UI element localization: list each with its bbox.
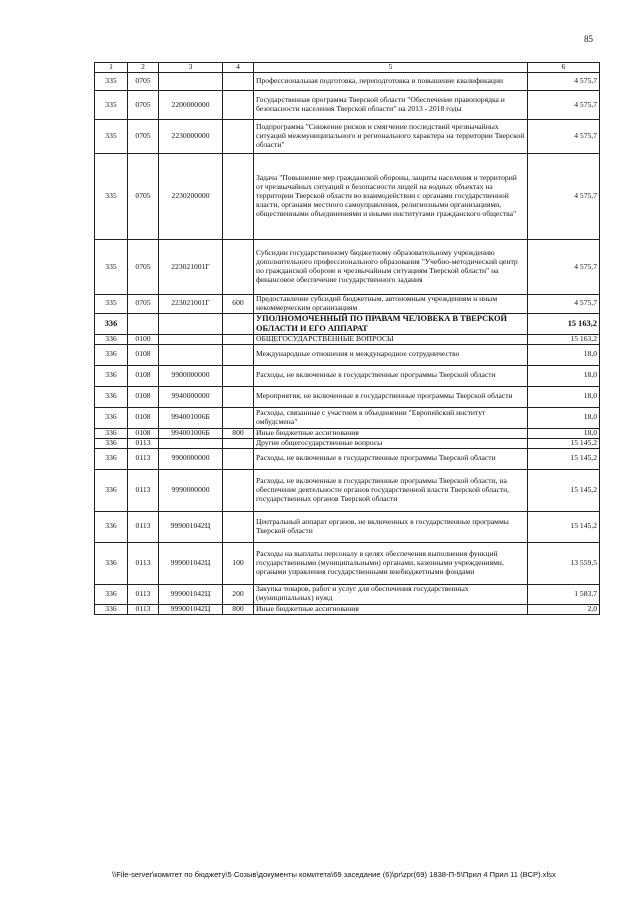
row-expense-type: 800 [223,428,254,438]
row-expense-type [223,469,254,511]
row-expense-type [223,511,254,542]
row-description: Международные отношения и международное сотрудничество [254,344,528,365]
table-row [95,542,600,584]
row-expense-type [223,154,254,240]
row-ministry-code: 336 [95,365,128,386]
table-row [95,365,600,386]
row-description: Мероприятия, не включенные в государственные программы Тверской области [254,386,528,407]
row-target-code [159,438,223,448]
row-description: Расходы, не включенные в государственные программы Тверской области [254,448,528,469]
table-row [95,120,600,154]
row-expense-type [223,313,254,334]
row-expense-type [223,407,254,428]
row-amount: 13 559,5 [528,542,600,584]
row-target-code: 999001042Ц [159,604,223,614]
table-header-row [95,63,600,73]
row-section-code: 0705 [128,295,159,314]
row-ministry-code: 335 [95,295,128,314]
row-ministry-code: 336 [95,428,128,438]
row-target-code: 994001006Б [159,407,223,428]
row-section-code: 0705 [128,240,159,295]
table-row [95,604,600,614]
row-target-code: 9900000000 [159,365,223,386]
row-target-code: 2200000000 [159,91,223,120]
row-ministry-code: 336 [95,313,128,334]
table-row [95,511,600,542]
row-ministry-code: 335 [95,120,128,154]
row-expense-type: 100 [223,542,254,584]
row-section-code: 0108 [128,428,159,438]
row-section-code: 0705 [128,120,159,154]
row-expense-type [223,240,254,295]
row-amount: 4 575,7 [528,154,600,240]
row-expense-type [223,448,254,469]
row-expense-type [223,73,254,91]
row-ministry-code: 336 [95,438,128,448]
row-ministry-code: 336 [95,407,128,428]
row-ministry-code: 335 [95,240,128,295]
row-section-code: 0113 [128,438,159,448]
row-target-code: 9900000000 [159,448,223,469]
row-ministry-code: 336 [95,469,128,511]
table-row [95,295,600,314]
row-amount: 2,0 [528,604,600,614]
row-amount: 4 575,7 [528,91,600,120]
row-amount: 1 583,7 [528,584,600,604]
row-expense-type [223,344,254,365]
row-expense-type [223,438,254,448]
row-description: Расходы, не включенные в государственные программы Тверской области, на обеспечение деятельности органов государственной власти Тверской области, государственных органов Тверской области [254,469,528,511]
row-section-code [128,313,159,334]
row-section-code: 0705 [128,91,159,120]
column-header: 1 [95,63,128,73]
row-amount: 15 163,2 [528,313,600,334]
file-path-footer: \\File-server\комитет по бюджету\5 Созыв\документы комитета\69 заседание (6)\pr\zpr(69) 1838-П-5\Прил 4 Прил 11 (ВСР).xlsx [112,870,556,879]
row-ministry-code: 336 [95,448,128,469]
row-ministry-code: 336 [95,334,128,344]
row-section-code: 0705 [128,154,159,240]
row-description: Подпрограмма "Снижение рисков и смягчение последствий чрезвычайных ситуаций межмуниципального и регионального характера на территории Тверской области" [254,120,528,154]
row-target-code: 999001042Ц [159,542,223,584]
row-ministry-code: 335 [95,73,128,91]
table-row [95,469,600,511]
row-description: Закупка товаров, работ и услуг для обеспечения государственных (муниципальных) нужд [254,584,528,604]
row-section-code: 0113 [128,511,159,542]
table-row [95,386,600,407]
row-section-code: 0108 [128,407,159,428]
column-header: 4 [223,63,254,73]
row-ministry-code: 336 [95,511,128,542]
row-expense-type: 800 [223,604,254,614]
row-amount: 15 145,2 [528,438,600,448]
row-description: Субсидии государственному бюджетному образовательному учреждению дополнительного профессионального образования "Учебно-методический центр по гражданской обороне и чрезвычайным ситуациям Тверской области" на финансовое обеспечение государственного задания [254,240,528,295]
row-amount: 15 145,2 [528,511,600,542]
row-amount: 4 575,7 [528,73,600,91]
table-row [95,73,600,91]
row-section-code: 0705 [128,73,159,91]
row-description: Расходы, связанные с участием в объединении "Европейский институт омбудсмена" [254,407,528,428]
row-description: Расходы на выплаты персоналу в целях обеспечения выполнения функций государственными (муниципальными) органами, казенными учреждениями, органами управления государственными внебюджетными фондами [254,542,528,584]
row-target-code: 9940000000 [159,386,223,407]
row-section-code: 0113 [128,604,159,614]
row-target-code: 9990000000 [159,469,223,511]
row-section-code: 0100 [128,334,159,344]
row-target-code [159,313,223,334]
table-row [95,428,600,438]
row-target-code [159,73,223,91]
row-section-code: 0113 [128,542,159,584]
table-row [95,313,600,334]
row-section-code: 0113 [128,469,159,511]
row-target-code: 999001042Ц [159,511,223,542]
row-amount: 15 163,2 [528,334,600,344]
row-amount: 18,0 [528,386,600,407]
row-target-code [159,344,223,365]
row-target-code: 2230000000 [159,120,223,154]
row-section-code: 0108 [128,386,159,407]
row-amount: 18,0 [528,344,600,365]
row-section-code: 0108 [128,344,159,365]
row-amount: 4 575,7 [528,295,600,314]
row-description: Центральный аппарат органов, не включенных в государственные программы Тверской области [254,511,528,542]
column-header: 6 [528,63,600,73]
row-amount: 4 575,7 [528,240,600,295]
row-target-code: 2230200000 [159,154,223,240]
row-target-code: 223021001Г [159,295,223,314]
row-expense-type [223,386,254,407]
table-row [95,448,600,469]
row-ministry-code: 336 [95,542,128,584]
column-header: 5 [254,63,528,73]
table-row [95,344,600,365]
row-description: ОБЩЕГОСУДАРСТВЕННЫЕ ВОПРОСЫ [254,334,528,344]
row-amount: 18,0 [528,365,600,386]
row-ministry-code: 335 [95,154,128,240]
row-section-code: 0113 [128,584,159,604]
row-description: Предоставление субсидий бюджетным, автономным учреждениям и иным некоммерческим организациям [254,295,528,314]
column-header: 3 [159,63,223,73]
table-row [95,407,600,428]
row-description: Профессиональная подготовка, переподготовка и повышение квалификации [254,73,528,91]
row-ministry-code: 336 [95,584,128,604]
row-ministry-code: 336 [95,344,128,365]
row-section-code: 0108 [128,365,159,386]
row-description: УПОЛНОМОЧЕННЫЙ ПО ПРАВАМ ЧЕЛОВЕКА В ТВЕРСКОЙ ОБЛАСТИ И ЕГО АППАРАТ [254,313,528,334]
row-description: Иные бюджетные ассигнования [254,428,528,438]
table-row [95,240,600,295]
row-expense-type [223,365,254,386]
row-target-code: 223021001Г [159,240,223,295]
row-description: Государственная программа Тверской области "Обеспечение правопорядка и безопасности населения Тверской области" на 2013 - 2018 годы [254,91,528,120]
row-amount: 18,0 [528,407,600,428]
row-description: Расходы, не включенные в государственные программы Тверской области [254,365,528,386]
row-description: Задача "Повышение мер гражданской обороны, защиты населения и территорий от чрезвычайных ситуаций и безопасности людей на водных объектах на территории Тверской области во взаимодействии с органами государственной власти, органами местного самоуправления, религиозными организациями, общественными объединениями и иными институтами гражданского общества" [254,154,528,240]
table-row [95,91,600,120]
row-amount: 4 575,7 [528,120,600,154]
row-description: Другие общегосударственные вопросы [254,438,528,448]
budget-table [94,62,600,615]
table-row [95,154,600,240]
row-expense-type [223,120,254,154]
row-expense-type [223,91,254,120]
row-expense-type: 600 [223,295,254,314]
row-target-code: 999001042Ц [159,584,223,604]
row-amount: 15 145,2 [528,448,600,469]
row-target-code [159,334,223,344]
row-description: Иные бюджетные ассигнования [254,604,528,614]
row-amount: 15 145,2 [528,469,600,511]
row-amount: 18,0 [528,428,600,438]
row-ministry-code: 336 [95,604,128,614]
row-ministry-code: 336 [95,386,128,407]
table-row [95,584,600,604]
page-number: 85 [584,34,593,44]
column-header: 2 [128,63,159,73]
table-row [95,334,600,344]
row-expense-type: 200 [223,584,254,604]
row-section-code: 0113 [128,448,159,469]
row-expense-type [223,334,254,344]
row-ministry-code: 335 [95,91,128,120]
table-row [95,438,600,448]
row-target-code: 994001006Б [159,428,223,438]
